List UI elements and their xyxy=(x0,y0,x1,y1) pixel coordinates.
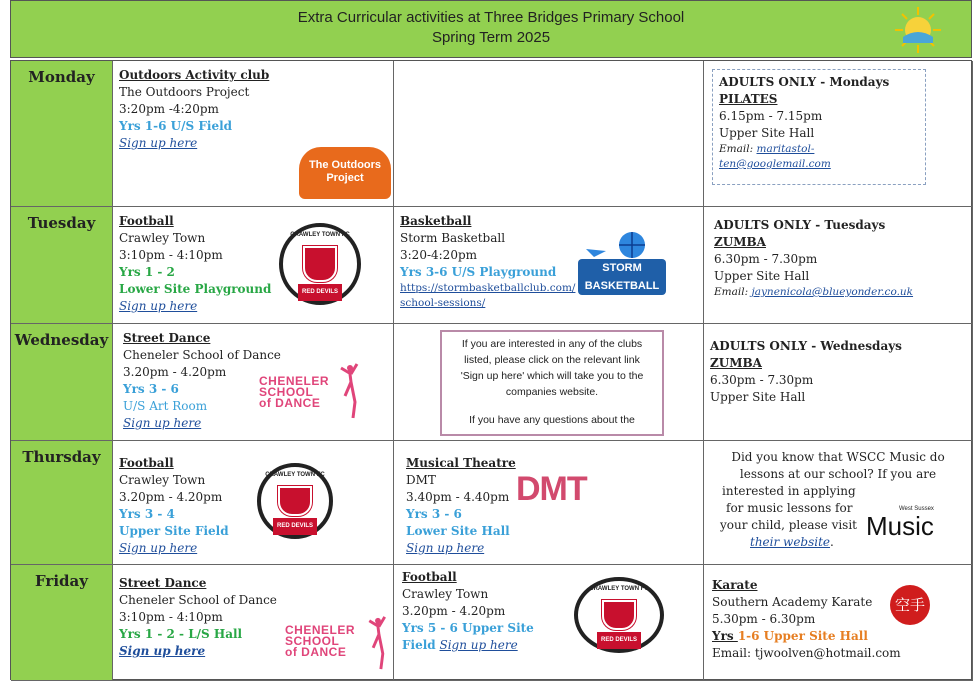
school-sun-logo-icon xyxy=(893,5,943,55)
day-wednesday: Wednesday xyxy=(11,324,113,441)
west-sussex-music-logo xyxy=(866,501,934,541)
crest-ring-text: CRAWLEY TOWN FC xyxy=(265,472,325,478)
adults-time: 6.15pm - 7.15pm xyxy=(719,109,823,123)
club-title: Football xyxy=(119,456,174,470)
club-title: Outdoors Activity club xyxy=(119,68,270,82)
notice-line-3: 'Sign up here' which will take you to the xyxy=(460,370,644,382)
adults-location: Upper Site Hall xyxy=(719,126,815,140)
monday-club-1 xyxy=(113,61,394,207)
cheneler-dance-logo xyxy=(285,625,355,658)
signup-link[interactable]: Sign up here xyxy=(123,416,202,430)
signup-link[interactable]: Sign up here xyxy=(406,541,485,555)
adults-email-link[interactable]: maritastol-ten@googlemail.com xyxy=(719,143,831,170)
music-website-link[interactable]: their website xyxy=(750,535,831,549)
adults-email-row xyxy=(714,285,913,300)
monday-adults xyxy=(704,61,973,207)
club-provider: Cheneler School of Dance xyxy=(123,348,281,362)
club-years: Yrs 1 - 2 xyxy=(119,265,175,279)
tuesday-adults xyxy=(704,207,973,324)
adults-title: ADULTS ONLY - Mondays xyxy=(719,75,890,89)
signup-link[interactable]: Sign up here xyxy=(119,644,206,658)
wednesday-club-1 xyxy=(113,324,394,441)
club-time: 3.40pm - 4.40pm xyxy=(406,490,510,504)
tuesday-club-1 xyxy=(113,207,394,324)
signup-link[interactable]: Sign up here xyxy=(439,638,518,652)
crawley-town-crest-logo xyxy=(279,223,361,305)
thursday-club-2 xyxy=(394,441,704,565)
timetable xyxy=(10,60,972,680)
cheneler-line-3: of DANCE xyxy=(285,645,347,659)
notice-line-1: If you are interested in any of the clubs xyxy=(461,338,643,350)
adults-time: 6.30pm - 7.30pm xyxy=(714,252,818,266)
club-time: 3.20pm - 4.20pm xyxy=(402,604,506,618)
club-title: Musical Theatre xyxy=(406,456,516,470)
notice-line-2: listed, please click on the relevant link xyxy=(464,354,640,366)
club-years-row xyxy=(712,628,901,645)
music-line-4: for music lessons for xyxy=(726,501,853,515)
signup-link[interactable]: Sign up here xyxy=(119,541,198,555)
music-line-1: Did you know that WSCC Music do xyxy=(731,450,945,464)
music-line-2: lessons at our school? If you are xyxy=(739,467,937,481)
cheneler-line-1: CHENELER xyxy=(285,623,356,637)
club-location: Lower Site Hall xyxy=(406,524,510,538)
club-years: Yrs 3-6 U/S Playground xyxy=(400,265,557,279)
club-location: U/S Art Room xyxy=(123,399,208,413)
club-provider: Storm Basketball xyxy=(400,231,506,245)
page-subtitle: Spring Term 2025 xyxy=(431,29,551,46)
club-years: Yrs 3 - 6 xyxy=(406,507,462,521)
cheneler-line-3: of DANCE xyxy=(259,396,321,410)
tuesday-club-2 xyxy=(394,207,704,324)
cheneler-dance-logo xyxy=(259,376,329,409)
dancer-icon xyxy=(339,362,359,420)
adults-location: Upper Site Hall xyxy=(710,390,806,404)
music-logo-small: West Sussex xyxy=(899,506,934,512)
outdoors-logo-text: The Outdoors Project xyxy=(308,159,382,184)
club-title: Street Dance xyxy=(119,576,207,590)
adults-email-link[interactable]: jaynenicola@blueyonder.co.uk xyxy=(751,286,914,298)
adults-location: Upper Site Hall xyxy=(714,269,810,283)
club-provider: Southern Academy Karate xyxy=(712,595,873,609)
day-friday: Friday xyxy=(11,565,113,681)
signup-link[interactable]: Sign up here xyxy=(119,299,198,313)
storm-logo-text: STORM BASKETBALL xyxy=(578,259,666,295)
crawley-town-crest-logo xyxy=(257,463,333,539)
club-provider: Crawley Town xyxy=(119,473,206,487)
club-years: Yrs 1 - 2 - L/S Hall xyxy=(119,627,243,641)
friday-club-2 xyxy=(394,565,704,681)
notice-spacer xyxy=(448,400,656,412)
adults-activity: ZUMBA xyxy=(710,356,762,370)
adults-title: ADULTS ONLY - Wednesdays xyxy=(710,339,902,353)
signup-link[interactable]: Sign up here xyxy=(119,136,198,150)
cheneler-line-2: SCHOOL xyxy=(259,385,314,399)
club-website-link-2[interactable]: school-sessions/ xyxy=(400,297,486,309)
club-location: Upper Site Field xyxy=(119,524,229,538)
dancer-icon xyxy=(367,615,387,671)
club-title: Basketball xyxy=(400,214,472,228)
club-time: 3:20pm -4:20pm xyxy=(119,102,219,116)
club-years-row xyxy=(402,620,552,654)
day-thursday: Thursday xyxy=(11,441,113,565)
cheneler-line-1: CHENELER xyxy=(259,374,330,388)
crest-bottom-text: RED DEVILS xyxy=(298,284,342,301)
thursday-music xyxy=(704,441,973,565)
club-location: Lower Site Playground xyxy=(119,282,272,296)
notice-line-4: companies website. xyxy=(505,386,599,398)
dmt-logo: DMT xyxy=(516,470,587,508)
club-provider: Crawley Town xyxy=(119,231,206,245)
club-years: Yrs 3 - 4 xyxy=(119,507,175,521)
music-line-3: interested in applying xyxy=(722,484,856,498)
music-link-row: their website. xyxy=(750,535,834,549)
friday-karate xyxy=(704,565,973,681)
club-time: 3:10pm - 4:10pm xyxy=(119,610,223,624)
club-website-link-1[interactable]: https://stormbasketballclub.com/ xyxy=(400,282,576,294)
years-prefix: Yrs xyxy=(712,629,738,643)
day-monday: Monday xyxy=(11,61,113,207)
cheneler-line-2: SCHOOL xyxy=(285,634,340,648)
club-provider: The Outdoors Project xyxy=(119,85,250,99)
friday-club-1 xyxy=(113,565,394,681)
adults-box xyxy=(712,69,926,185)
club-provider: DMT xyxy=(406,473,436,487)
club-title: Football xyxy=(119,214,174,228)
crest-shield-icon xyxy=(303,246,337,282)
notice-line-5: If you have any questions about the xyxy=(469,414,635,426)
club-provider: Crawley Town xyxy=(402,587,489,601)
monday-club-2-empty xyxy=(394,61,704,207)
club-years: Yrs 3 - 6 xyxy=(123,382,179,396)
email-label: Email: xyxy=(714,286,752,298)
crest-bottom-text: RED DEVILS xyxy=(273,518,317,535)
page-title: Extra Curricular activities at Three Bridges Primary School xyxy=(297,9,685,26)
music-line-5: your child, please visit xyxy=(720,518,858,532)
crawley-town-crest-logo xyxy=(574,577,664,653)
storm-basketball-logo xyxy=(576,229,668,292)
wednesday-adults xyxy=(704,324,973,441)
club-years: 1-6 Upper Site Hall xyxy=(737,629,868,643)
club-time: 3.20pm - 4.20pm xyxy=(123,365,227,379)
club-years: Yrs 5 - 6 Upper Site Field xyxy=(402,621,534,652)
outdoors-project-logo xyxy=(299,147,391,199)
music-logo-big: Music xyxy=(866,511,934,541)
crest-bottom-text: RED DEVILS xyxy=(597,632,641,649)
info-notice-box xyxy=(440,330,664,436)
club-provider: Cheneler School of Dance xyxy=(119,593,277,607)
adults-title: ADULTS ONLY - Tuesdays xyxy=(714,218,886,232)
wednesday-notice xyxy=(394,324,704,441)
club-time: 3.20pm - 4.20pm xyxy=(119,490,223,504)
thursday-club-1 xyxy=(113,441,394,565)
club-email: Email: tjwoolven@hotmail.com xyxy=(712,646,901,660)
club-years: Yrs 1-6 U/S Field xyxy=(119,119,233,133)
crest-ring-text: CRAWLEY TOWN FC xyxy=(589,586,649,592)
crest-shield-icon xyxy=(602,600,636,630)
club-title: Street Dance xyxy=(123,331,211,345)
adults-time: 6.30pm - 7.30pm xyxy=(710,373,814,387)
crest-shield-icon xyxy=(278,486,312,516)
page-header xyxy=(10,0,972,58)
email-label: Email: xyxy=(719,143,757,155)
adults-activity: ZUMBA xyxy=(714,235,766,249)
club-time: 3:20-4:20pm xyxy=(400,248,478,262)
club-time: 5.30pm - 6.30pm xyxy=(712,612,816,626)
club-title: Football xyxy=(402,570,457,584)
adults-activity: PILATES xyxy=(719,92,778,106)
crest-ring-text: CRAWLEY TOWN FC xyxy=(290,232,350,238)
club-title: Karate xyxy=(712,578,758,592)
adults-email-row xyxy=(719,142,919,172)
karate-logo: 空手 xyxy=(890,585,930,625)
day-tuesday: Tuesday xyxy=(11,207,113,324)
club-time: 3:10pm - 4:10pm xyxy=(119,248,223,262)
